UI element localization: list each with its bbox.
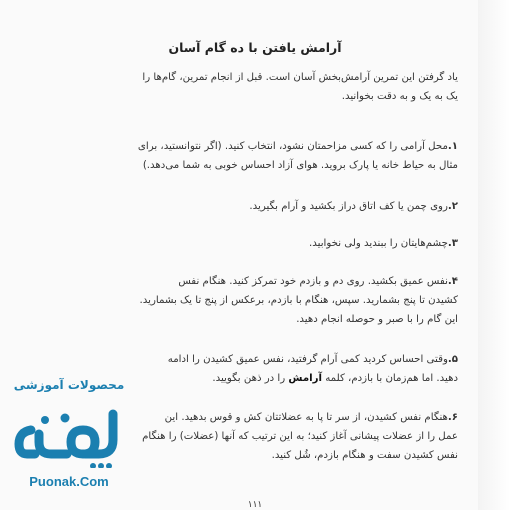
step-5-bold-word: آرامش xyxy=(288,373,322,384)
step-1-line-1: محل آرامی را که کسی مزاحمتان نشود، انتخاب کنید. (اگر نتوانستید، برای xyxy=(137,141,448,152)
step-2 xyxy=(78,197,458,216)
step-2-number: ۲. xyxy=(447,201,458,212)
intro-line-2: یک به یک و به دقت بخوانید. xyxy=(341,91,458,102)
step-4-line-3: این گام را با صبر و حوصله انجام دهید. xyxy=(296,314,458,325)
step-6-line-1: هنگام نفس کشیدن، از سر تا پا به عضلاتتان کش و قوس بدهید. این xyxy=(164,412,448,423)
intro-paragraph xyxy=(78,68,458,106)
step-1 xyxy=(78,137,458,175)
step-6-number: ۶. xyxy=(447,412,458,423)
logo-tagline: محصولات آموزشی xyxy=(13,378,125,392)
step-6-line-3: نفس کشیدن سفت و هنگام بازدم، شُل کنید. xyxy=(271,450,458,461)
step-5-line-2: دهید. اما هم‌زمان با بازدم، کلمه آرامش را در ذهن بگویید. xyxy=(212,373,458,384)
step-5 xyxy=(78,350,458,388)
step-5-number: ۵. xyxy=(447,354,458,365)
page-edge-shadow xyxy=(478,0,510,510)
step-6-line-2: عمل را از عضلات پیشانی آغاز کنید؛ به این ترتیب که آنها (عضلات) را هنگام xyxy=(142,431,458,442)
puonak-logo xyxy=(5,378,133,496)
step-2-line-1: روی چمن یا کف اتاق دراز بکشید و آرام بگیرید. xyxy=(249,201,448,212)
step-3 xyxy=(78,234,458,253)
step-3-line-1: چشم‌هایتان را ببندید ولی نخوابید. xyxy=(309,238,448,249)
step-4 xyxy=(78,272,458,329)
step-1-line-2: مثال به حیاط خانه یا پارک بروید. هوای آزاد احساس خوبی به شما می‌دهد.) xyxy=(142,160,458,171)
step-4-line-1: نفس عمیق بکشید. روی دم و بازدم خود تمرکز کنید. هنگام نفس xyxy=(178,276,448,287)
step-4-number: ۴. xyxy=(447,276,458,287)
intro-line-1: یاد گرفتن این تمرین آرامش‌بخش آسان است. قبل از انجام تمرین، گام‌ها را xyxy=(142,72,458,83)
page-title: آرامش یافتن با ده گام آسان xyxy=(168,40,342,55)
step-4-line-2: کشیدن تا پنج بشمارید. سپس، هنگام با بازدم، برعکس از پنج تا یک بشمارید. xyxy=(139,295,458,306)
brand-wordmark-icon xyxy=(13,396,125,468)
step-1-number: ۱. xyxy=(447,141,458,152)
logo-url: Puonak.Com xyxy=(29,474,109,489)
step-3-number: ۳. xyxy=(447,238,458,249)
page-number: ۱۱۱ xyxy=(247,500,263,510)
step-5-line-1: وقتی احساس کردید کمی آرام گرفتید، نفس عمیق کشیدن را ادامه xyxy=(167,354,448,365)
step-6 xyxy=(78,408,458,465)
